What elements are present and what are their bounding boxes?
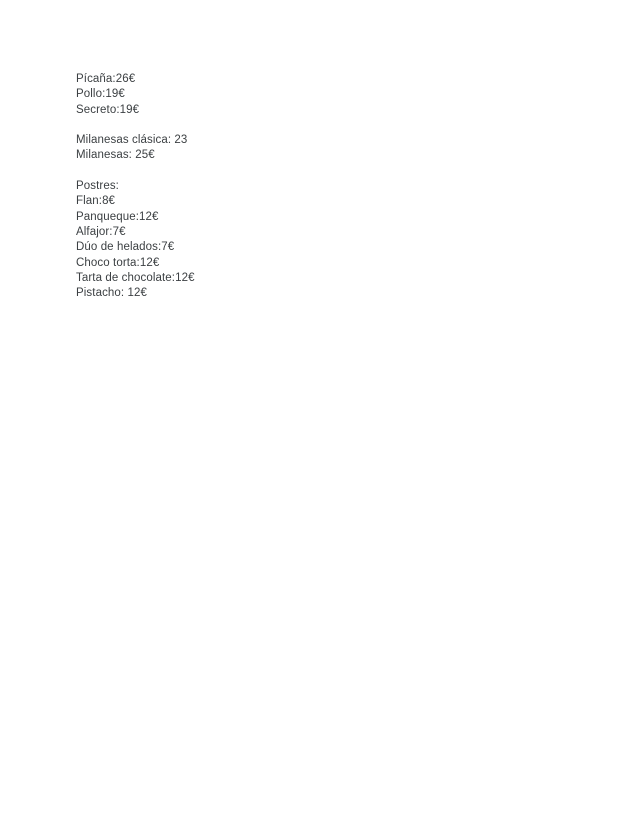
document-line: Alfajor:7€ (76, 225, 126, 238)
section-heading-postres: Postres: (76, 180, 119, 193)
document-line: Milanesas clásica: 23 (76, 134, 188, 147)
document-line: Dúo de helados:7€ (76, 241, 175, 254)
document-line: Milanesas: 25€ (76, 149, 155, 162)
document-line: Pistacho: 12€ (76, 287, 147, 300)
document-line: Choco torta:12€ (76, 256, 160, 269)
document-line: Flan:8€ (76, 195, 116, 208)
document-line: Pollo:19€ (76, 88, 125, 101)
document-line: Pícaña:26€ (76, 73, 136, 85)
document-line: Panqueque:12€ (76, 210, 159, 223)
blank-line (76, 164, 195, 179)
document-line: Secreto:19€ (76, 103, 140, 116)
document-line: Tarta de chocolate:12€ (76, 271, 195, 284)
blank-line (76, 118, 195, 133)
menu-text-block (76, 72, 195, 301)
